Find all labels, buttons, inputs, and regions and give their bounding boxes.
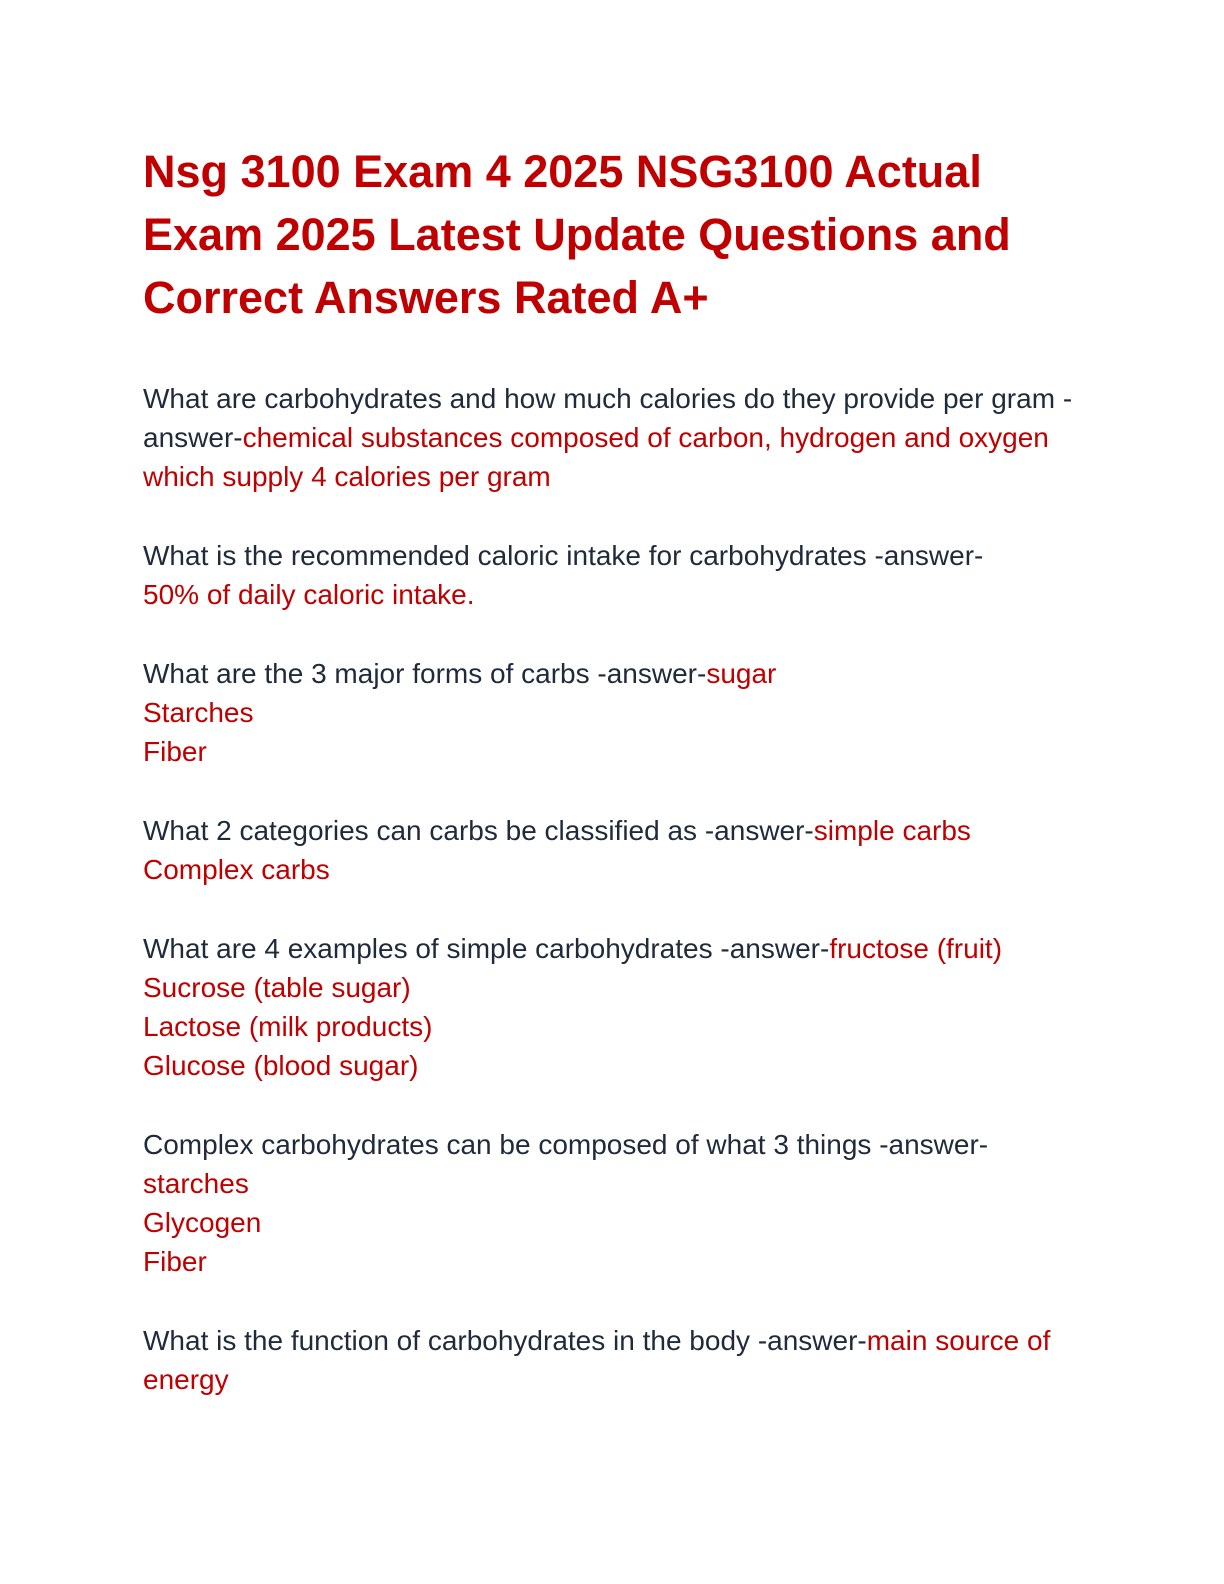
qa-item: [143, 929, 1083, 1085]
qa-answer-line: Complex carbs: [143, 854, 330, 885]
document-title: Nsg 3100 Exam 4 2025 NSG3100 Actual Exam 2025 Latest Update Questions and Correct Answers Rated A+: [143, 146, 1011, 323]
answer-separator: -answer-: [704, 815, 814, 846]
answer-separator: -answer-: [757, 1325, 867, 1356]
qa-question: What 2 categories can carbs be classified as: [143, 815, 698, 846]
answer-separator: -answer-: [143, 383, 1073, 453]
qa-answer: fructose (fruit): [829, 933, 1003, 964]
qa-answer: starches: [143, 1168, 249, 1199]
qa-question: What are 4 examples of simple carbohydrates: [143, 933, 713, 964]
qa-item: [143, 654, 1083, 771]
answer-separator: -answer-: [597, 658, 707, 689]
qa-question: Complex carbohydrates can be composed of what 3 things: [143, 1129, 872, 1160]
qa-answer-line: Glycogen: [143, 1207, 262, 1238]
qa-item: [143, 1321, 1083, 1399]
document-page: [143, 140, 1083, 1439]
answer-separator: -answer-: [874, 540, 984, 571]
qa-answer: chemical substances composed of carbon, hydrogen and oxygen which supply 4 calories per gram: [143, 422, 1049, 492]
qa-item: [143, 379, 1083, 496]
qa-item: [143, 536, 1083, 614]
qa-answer-line: Fiber: [143, 1246, 207, 1277]
qa-answer-line: Lactose (milk products): [143, 1011, 433, 1042]
qa-question: What is the function of carbohydrates in the body: [143, 1325, 751, 1356]
qa-question: What are carbohydrates and how much calories do they provide per gram: [143, 383, 1056, 414]
qa-answer-line: Fiber: [143, 736, 207, 767]
qa-answer: 50% of daily caloric intake.: [143, 579, 475, 610]
qa-item: [143, 1125, 1083, 1281]
qa-question: What are the 3 major forms of carbs: [143, 658, 590, 689]
qa-answer-line: Starches: [143, 697, 254, 728]
qa-answer: simple carbs: [813, 815, 971, 846]
answer-separator: -answer-: [879, 1129, 989, 1160]
qa-answer: sugar: [706, 658, 777, 689]
qa-answer-line: Glucose (blood sugar): [143, 1050, 419, 1081]
qa-answer-line: Sucrose (table sugar): [143, 972, 411, 1003]
qa-answer: main source of energy: [143, 1325, 1051, 1395]
answer-separator: -answer-: [720, 933, 830, 964]
qa-question: What is the recommended caloric intake for carbohydrates: [143, 540, 867, 571]
qa-list: [143, 379, 1083, 1399]
qa-item: [143, 811, 1083, 889]
